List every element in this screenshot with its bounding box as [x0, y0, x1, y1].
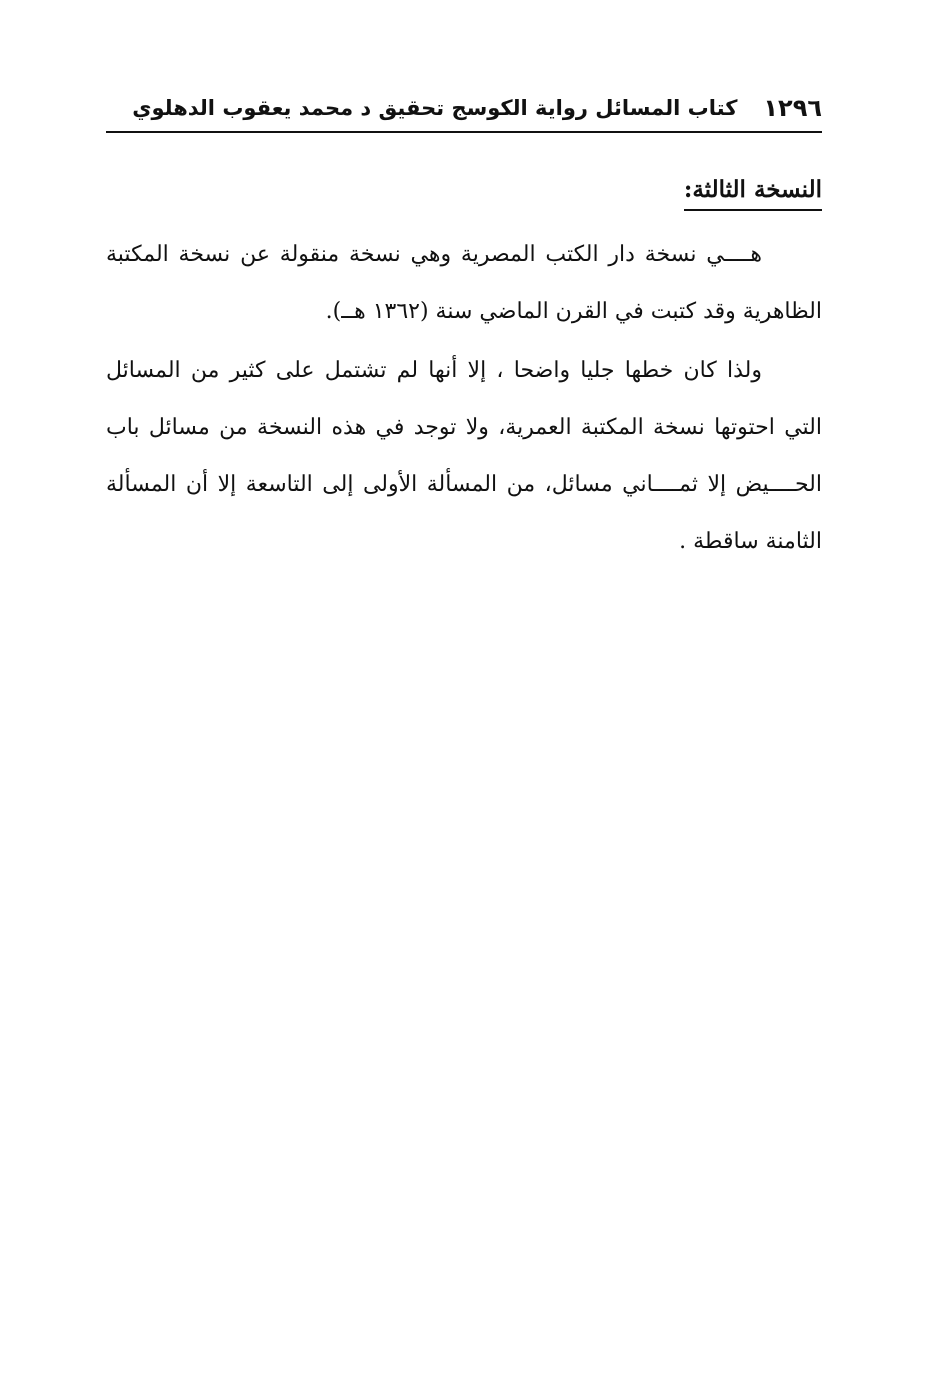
running-title: كتاب المسائل رواية الكوسج تحقيق د محمد يعقوب الدهلوي [132, 96, 738, 120]
paragraph: ولذا كان خطها جليا واضحا ، إلا أنها لم تشتمل على كثير من المسائل التي احتوتها نسخة المكتبة العمرية، ولا توجد في هذه النسخة من مسائل باب الحــــيض إلا ثمــــاني مسائل، من المسألة الأولى إلى التاسعة إلا أن المسألة الثامنة ساقطة . [106, 358, 822, 554]
section-title: النسخة الثالثة: [684, 176, 822, 211]
page-header [106, 88, 822, 128]
body-text [106, 226, 822, 572]
header-divider [106, 131, 822, 133]
page-number: ١٢٩٦ [763, 94, 822, 122]
paragraph: هــــي نسخة دار الكتب المصرية وهي نسخة منقولة عن نسخة المكتبة الظاهرية وقد كتبت في القرن الماضي سنة (١٣٦٢ هــ). [106, 242, 822, 324]
